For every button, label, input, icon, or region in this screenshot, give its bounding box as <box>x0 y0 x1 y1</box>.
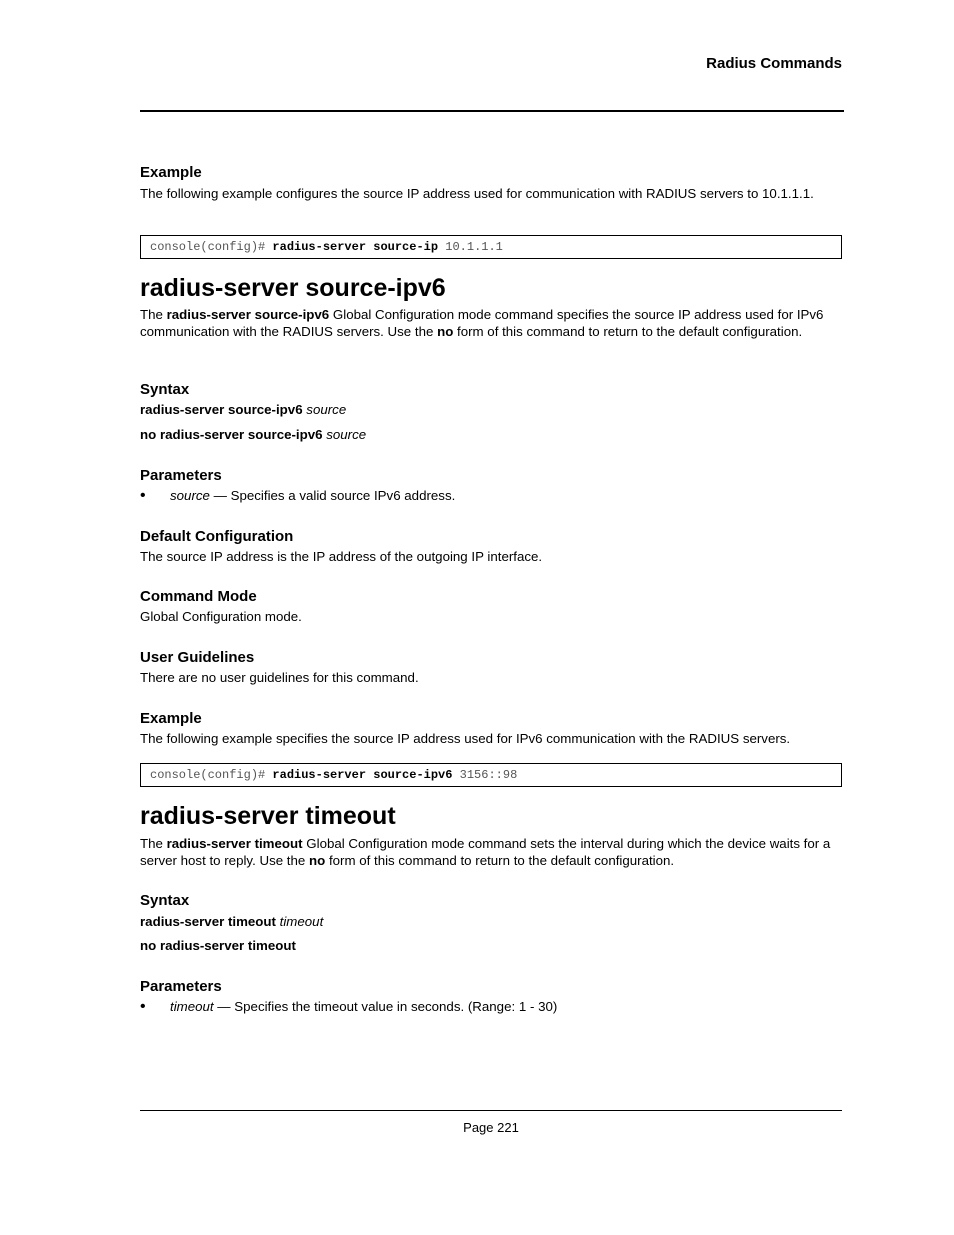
default-configuration-text: The source IP address is the IP address of the outgoing IP interface. <box>140 549 543 564</box>
default-configuration-heading: Default Configuration <box>140 528 294 545</box>
code-prompt: console(config)# <box>150 240 273 254</box>
header-rule <box>140 110 844 112</box>
section-title-timeout: radius-server timeout <box>140 802 396 830</box>
syntax-line-no-form: no radius-server source-ipv6 source <box>140 427 367 442</box>
example-heading: Example <box>140 710 202 727</box>
syntax-line-no-form: no radius-server timeout <box>140 938 296 953</box>
syntax-heading: Syntax <box>140 892 190 909</box>
code-example-source-ip <box>140 235 842 259</box>
bullet-icon: • <box>140 998 146 1015</box>
parameters-heading: Parameters <box>140 467 222 484</box>
document-page: Radius Commands Example The following example configures the source IP address used for communication with RADIUS servers to 10.1.1.1. console(config)# radius-server source-ip 10.1.1.1 radius-server source-ipv6 The radius-server source-ipv6 Global Configuration mode command specifies the source IP address used for IPv6 communication with the RADIUS servers. Use the no form of this command to return to the default configuration. Syntax radius-server source-ipv6 source no radius-server source-ipv6 source Parameters • source — Specifies a valid source IPv6 address. Default Configuration The source IP address is the IP address of the outgoing IP interface. Command Mode Global Configuration mode. User Guidelines There are no user guidelines for this command. Example The following example specifies the source IP address used for IPv6 communication with the RADIUS servers. console(config)# radius-server source-ipv6 3156::98 radius-server timeout The radius-server timeout Global Configuration mode command sets the interval during which the device waits for a server host to reply. Use the no form of this command to return to the default configuration. Syntax radius-server timeout timeout no radius-server timeout Parameters • timeout — Specifies the timeout value in seconds. (Range: 1 - 30) Page 221 <box>140 55 842 1135</box>
code-command: radius-server source-ip <box>272 240 439 254</box>
example-heading: Example <box>140 164 202 181</box>
page-number: Page 221 <box>463 1120 519 1135</box>
command-mode-text: Global Configuration mode. <box>140 609 302 624</box>
code-prompt: console(config)# <box>150 768 273 782</box>
parameters-heading: Parameters <box>140 978 222 995</box>
bullet-icon: • <box>140 487 146 504</box>
syntax-line: radius-server source-ipv6 source <box>140 402 347 417</box>
user-guidelines-text: There are no user guidelines for this command. <box>140 670 419 685</box>
section-intro-source-ipv6: The radius-server source-ipv6 Global Configuration mode command specifies the source IP address used for IPv6 communication with the RADIUS servers. Use the no form of this command to return to the default configuration. <box>140 307 824 339</box>
syntax-heading: Syntax <box>140 381 190 398</box>
code-command: radius-server source-ipv6 <box>272 768 453 782</box>
example-description: The following example configures the source IP address used for communication with RADIUS servers to 10.1.1.1. <box>140 186 814 201</box>
running-header: Radius Commands <box>706 55 842 72</box>
syntax-line: radius-server timeout timeout <box>140 914 324 929</box>
code-example-source-ipv6 <box>140 763 842 787</box>
user-guidelines-heading: User Guidelines <box>140 649 255 666</box>
section-intro-timeout: The radius-server timeout Global Configuration mode command sets the interval during which the device waits for a server host to reply. Use the no form of this command to return to the default configuration. <box>140 836 831 868</box>
command-mode-heading: Command Mode <box>140 588 257 605</box>
code-argument: 3156::98 <box>452 768 518 782</box>
footer-rule <box>140 1110 842 1111</box>
code-argument: 10.1.1.1 <box>438 240 503 254</box>
section-title-source-ipv6: radius-server source-ipv6 <box>140 274 446 302</box>
example-description: The following example specifies the source IP address used for IPv6 communication with the RADIUS servers. <box>140 731 791 746</box>
